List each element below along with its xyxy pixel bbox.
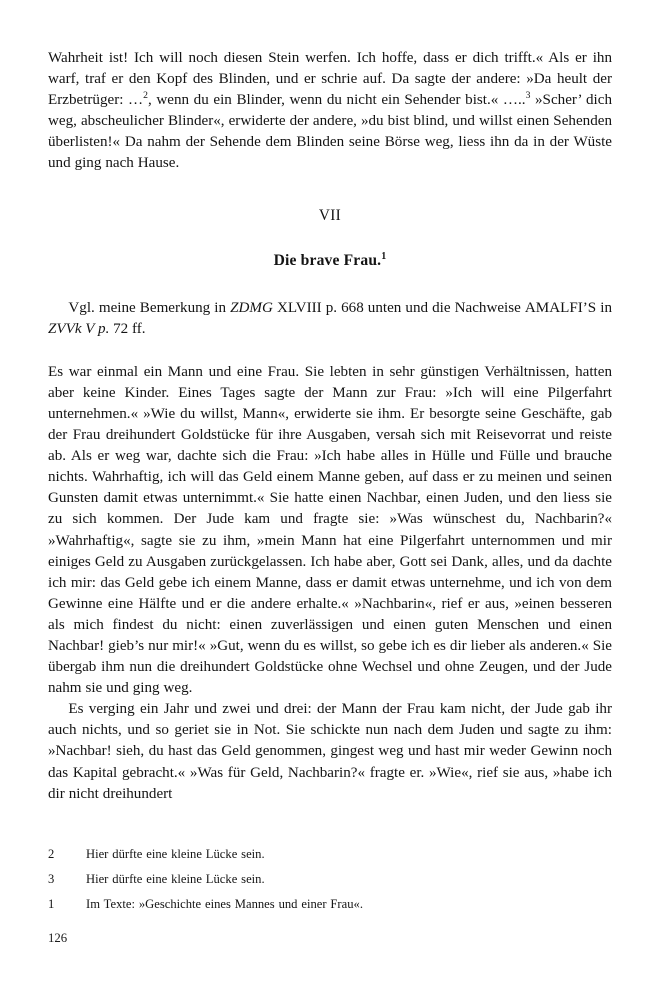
page-text-column (48, 48, 612, 805)
reference-note (48, 271, 612, 340)
footnote-item (48, 871, 612, 888)
section-number: VII (318, 206, 342, 224)
story-paragraph-1: Es war einmal ein Mann und eine Frau. Sie lebten in sehr günstigen Verhältnissen, hatten aber keine Kinder. Eines Tages sagte der Mann zur Frau: »Ich will eine Pilgerfahrt unternehmen.« »Wie du willst, Mann«, erwiderte sie ihm. Er besorgte seine Geschäfte, gab der Frau dreihundert Goldstücke für ihre Ausgaben, versah sich mit Reisevorrat und reiste ab. Als er weg war, dachte sich die Frau: »Ich habe alles in Hülle und Fülle und brauche nichts. Wahrhaftig, ich will das Geld einem Manne geben, auf dass er zu meinen und seinen Gunsten damit etwas unternimmt.« Sie hatte einen Nachbar, einen Juden, und den liess sie zu sich kommen. Der Jude kam und fragte sie: »Was wünschest du, Nachbarin?« »Wahrhaftig«, sagte sie zu ihm, »mein Mann hat eine Pilgerfahrt unternommen und mir einiges Geld zu Ausgaben zurückgelassen. Ich habe aber, Gott sei Dank, alles, und da dachte ich mir: das Geld gebe ich einem Manne, dass er damit etwas unternehme, und ich von dem Gewinne eine Hälfte und er die andere erhalte.« »Nachbarin«, rief er aus, »einen besseren als mich findest du nicht: einen zuverlässigen und einen guten Menschen und einen Nachbar! gieb’s nur mir!« »Gut, wenn du es willst, so gebe ich es dir lieber als anderen.« Sie übergab ihm nun die dreihundert Goldstücke ohne Wechsel und ohne Zeugen, und der Jude nahm sie und ging weg. (48, 363, 612, 697)
section-title (48, 226, 612, 271)
opening-paragraph-part3: »Scher’ dich weg, abscheulicher Blinder«, erwiderte der andere, »du bist blind, und willst einen Sehenden überlisten!« Da nahm der Sehende dem Blinden seine Börse weg, liess ihn da in der Wüste und ging nach Hause. (48, 92, 612, 172)
journal-abbrev-zdmg: ZDMG (230, 299, 273, 316)
story-paragraph-2: Es verging ein Jahr und zwei und drei: der Mann der Frau kam nicht, der Jude gab ihr auch nichts, und so geriet sie in Not. Sie schickte nun nach dem Juden und sagte zu ihm: »Nachbar! sieh, du hast das Geld genommen, gingest weg und hast mir weder Gewinn noch das Kapital gebracht.« »Was für Geld, Nachbarin?« fragte er. »Wie«, rief sie aus, »habe ich dir nicht dreihundert (48, 701, 612, 802)
opening-paragraph-part2: , wenn du ein Blinder, wenn du nicht ein Sehender bist.« ….. (147, 92, 526, 109)
opening-paragraph-part1: Wahrheit ist! Ich will noch diesen Stein werfen. Ich hoffe, dass er dich trifft.« Als er ihn warf, traf er den Kopf des Blinden, und er schrie auf. Da sagte der andere: »Da heult der Erzbetrüger: … (48, 50, 612, 109)
footnote-text: Hier dürfte eine kleine Lücke sein. (86, 847, 265, 861)
footnote-text: Hier dürfte eine kleine Lücke sein. (86, 872, 265, 886)
cited-author-amalfi: AMALFI’S (524, 299, 597, 316)
footnote-number: 3 (48, 872, 55, 886)
reference-note-lead: Vgl. meine Bemerkung in (68, 299, 231, 316)
journal-abbrev-zvvk: ZVVk V p. (48, 320, 110, 337)
spacer (48, 340, 612, 362)
footnote-item (48, 846, 612, 863)
footnote-marker-3: 3 (525, 90, 531, 102)
page-number: 126 (48, 931, 68, 945)
footnote-marker-1: 1 (381, 250, 387, 262)
reference-note-tail: 72 ff. (109, 320, 146, 337)
footnote-number: 2 (48, 847, 55, 861)
reference-note-mid2: in (596, 299, 612, 316)
footnote-block (48, 846, 612, 921)
footnote-marker-2: 2 (143, 90, 148, 102)
footnote-item (48, 896, 612, 913)
footnote-text: Im Texte: »Geschichte eines Mannes und einer Frau«. (86, 897, 363, 911)
section-title-text: Die brave Frau. (273, 251, 382, 269)
opening-paragraph (48, 48, 612, 175)
reference-note-mid1: XLVIII p. 668 unten und die Nachweise (272, 299, 525, 316)
footnote-number: 1 (48, 897, 55, 911)
